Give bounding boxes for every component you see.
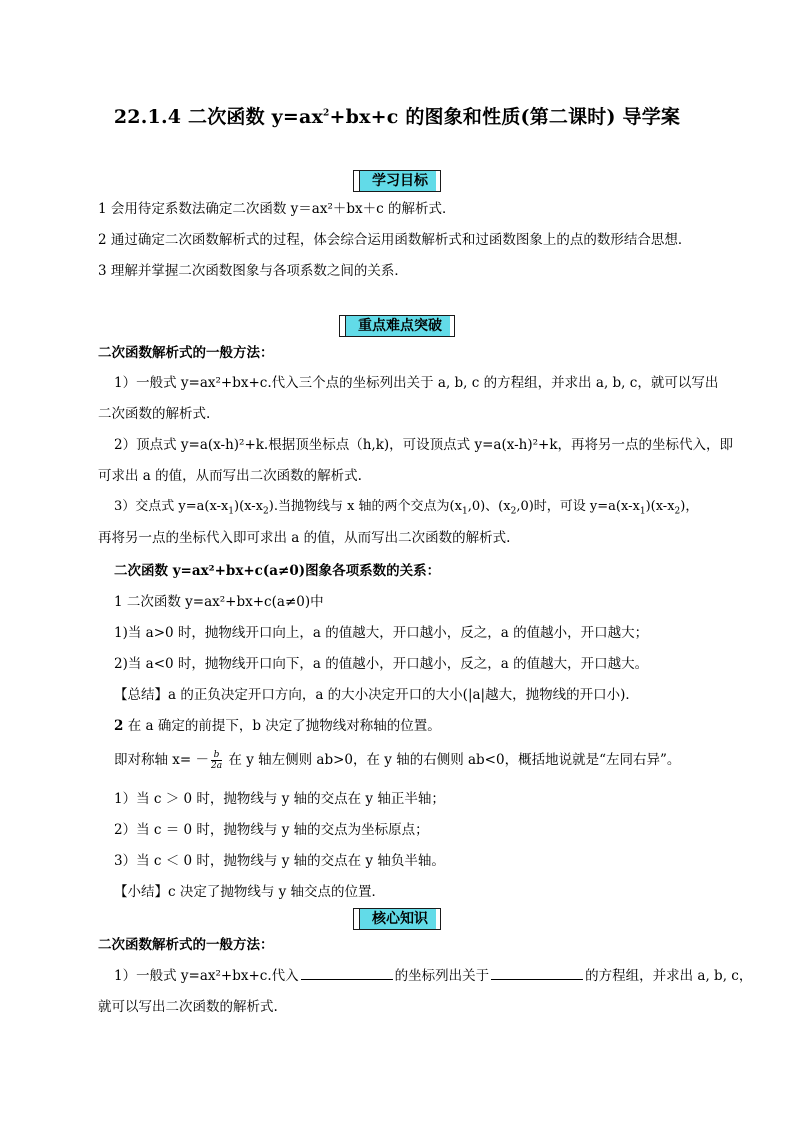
- method-3-line-2: 再将另一点的坐标代入即可求出 a 的值，从而写出二次函数的解析式.: [98, 530, 511, 546]
- goal-1: 1 会用待定系数法确定二次函数 y＝ax²＋bx＋c 的解析式．: [98, 201, 456, 217]
- goal-2: 2 通过确定二次函数解析式的过程，体会综合运用函数解析式和过函数图象上的点的数形结合思想．: [98, 232, 692, 248]
- method-1-line-1: 1）一般式 y=ax²+bx+c.代入三个点的坐标列出关于 a, b, c 的方程组，并求出 a, b, c，就可以写出: [114, 375, 719, 391]
- blank-1[interactable]: [301, 967, 393, 980]
- key-heading-1: 二次函数解析式的一般方法：: [98, 345, 274, 361]
- fraction-b-over-2a: $\frac{b}{2a}$: [211, 750, 223, 771]
- section-goals-heading: 学习目标: [0, 170, 794, 192]
- c-rule-3: 3）当 c ＜ 0 时，抛物线与 y 轴的交点在 y 轴负半轴。: [114, 853, 445, 869]
- key-heading-2: 二次函数 y=ax²+bx+c(a≠0)图象各项系数的关系：: [114, 563, 441, 579]
- method-3-line-1: 3）交点式 $y=a(x-x_1)(x-x_2)$.当抛物线与 x 轴的两个交点为$(x_1,0)$、$(x_2,0)$时，可设 $y=a(x-x_1)(x-x_2)$，: [114, 499, 699, 517]
- section-key-heading: 重点难点突破: [0, 315, 794, 337]
- goal-3: 3 理解并掌握二次函数图象与各项系数之间的关系．: [98, 263, 408, 279]
- method-2-line-1: 2）顶点式 y=a(x-h)²+k.根据顶坐标点（h,k)，可设顶点式 y=a(x-h)²+k，再将另一点的坐标代入，即: [114, 437, 734, 453]
- c-rule-1: 1）当 c ＞ 0 时，抛物线与 y 轴的交点在 y 轴正半轴；: [114, 791, 445, 807]
- page-title: 22.1.4 二次函数 $y=ax^2+bx+c$ 的图象和性质(第二课时) 导学案: [113, 106, 681, 128]
- relation-1b: 2)当 a<0 时，抛物线开口向下，a 的值越小，开口越小，反之，a 的值越大，开口越大。: [114, 656, 649, 672]
- section-core-heading: 核心知识: [0, 908, 794, 930]
- relation-1a: 1)当 a>0 时，抛物线开口向上，a 的值越大，开口越小，反之，a 的值越小，开口越大；: [114, 625, 649, 641]
- c-rule-2: 2）当 c ＝ 0 时，抛物线与 y 轴的交点为坐标原点；: [114, 822, 429, 838]
- blank-2[interactable]: [491, 967, 583, 980]
- method-1-line-2: 二次函数的解析式.: [98, 406, 211, 422]
- core-question-line-2: 就可以写出二次函数的解析式.: [98, 999, 278, 1015]
- relation-2: 2 在 a 确定的前提下，b 决定了抛物线对称轴的位置。: [114, 718, 441, 734]
- summary-2: 【小结】c 决定了抛物线与 y 轴交点的位置．: [114, 884, 386, 900]
- core-heading: 二次函数解析式的一般方法：: [98, 937, 274, 953]
- relation-1: 1 二次函数 y=ax²+bx+c(a≠0)中: [114, 594, 324, 610]
- axis-rule: 即对称轴 x= － $\frac{b}{2a}$ 在 y 轴左侧则 ab>0，在 y 轴的右侧则 ab<0，概括地说就是“左同右异”。: [114, 750, 681, 771]
- method-2-line-2: 可求出 a 的值，从而写出二次函数的解析式.: [98, 468, 362, 484]
- core-question-line-1: 1）一般式 y=ax²+bx+c.代入 的坐标列出关于 的方程组，并求出 a, b, c，: [114, 968, 753, 984]
- summary-1: 【总结】a 的正负决定开口方向，a 的大小决定开口的大小(|a|越大，抛物线的开口小)．: [114, 687, 639, 703]
